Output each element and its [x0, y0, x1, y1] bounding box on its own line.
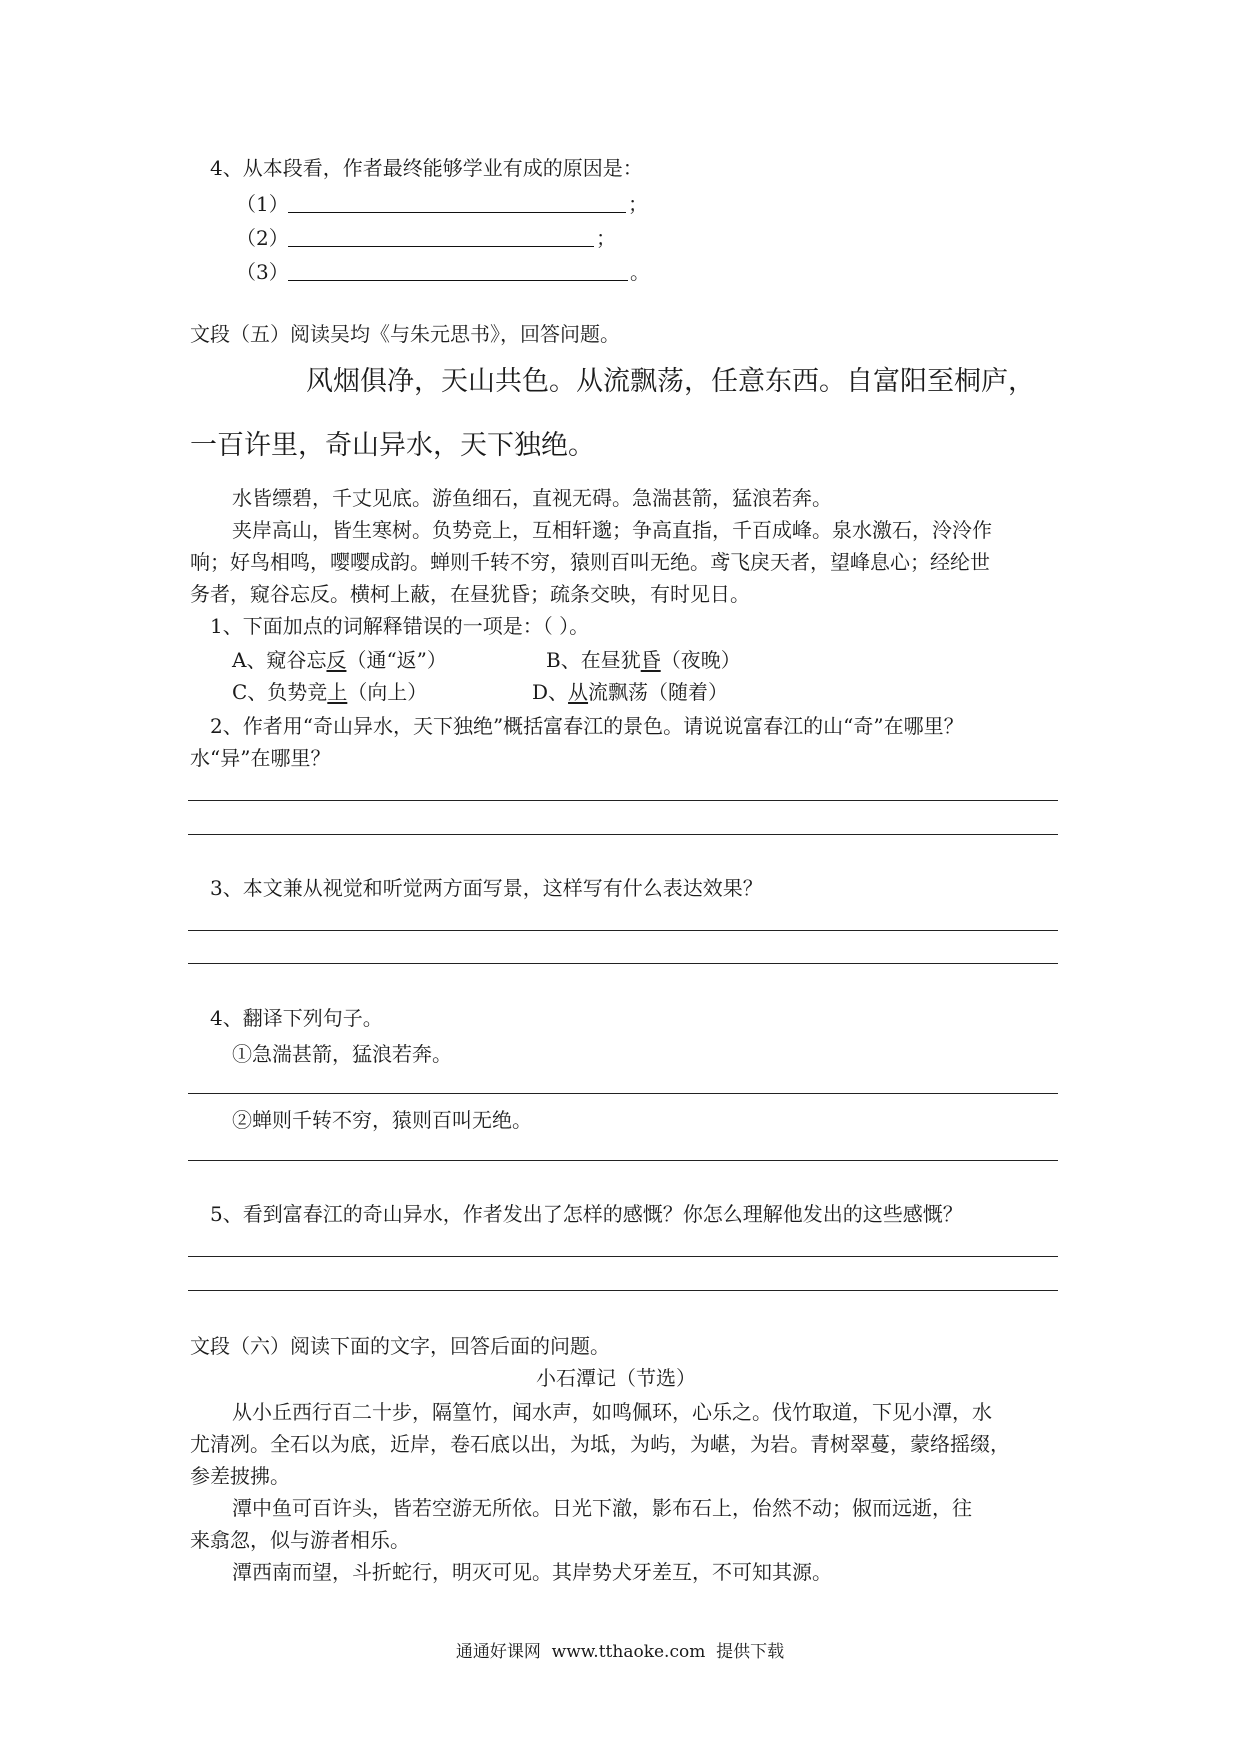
page-footer: 通通好课网 www.tthaoke.com 提供下载	[455, 1642, 785, 1662]
section6-para1-line3: 参差披拂。	[190, 1464, 290, 1488]
section6-para2-line1: 潭中鱼可百许头，皆若空游无所依。日光下澈，影布石上，佁然不动；俶而远逝，往	[232, 1496, 972, 1520]
option-c-prefix: C、负势竞	[232, 680, 328, 704]
section6-para2-line2: 来翕忽，似与游者相乐。	[190, 1528, 410, 1552]
answer-line-q4-2[interactable]	[188, 1160, 1058, 1161]
question-2-line1: 2、作者用“奇山异水，天下独绝”概括富春江的景色。请说说富春江的山“奇”在哪里？	[210, 714, 964, 738]
section6-para1-line1: 从小丘西行百二十步，隔篁竹，闻水声，如鸣佩环，心乐之。伐竹取道，下见小潭，水	[232, 1400, 992, 1424]
translate-sentence-1: ①急湍甚箭，猛浪若奔。	[232, 1042, 452, 1066]
section6-para1-line2: 尤清冽。全石以为底，近岸，卷石底以出，为坻，为屿，为嵁，为岩。青树翠蔓，蒙络摇缀，	[190, 1432, 1010, 1456]
section5-lead-line2: 一百许里，奇山异水，天下独绝。	[190, 430, 595, 461]
question-3: 3、本文兼从视觉和听觉两方面写景，这样写有什么表达效果？	[210, 876, 763, 900]
blank-3-end: 。	[630, 260, 650, 284]
answer-line-q3-1[interactable]	[188, 930, 1058, 931]
blank-2-label: （2）	[236, 226, 289, 250]
question-4-translate: 4、翻译下列句子。	[210, 1006, 383, 1030]
question-4-stem: 4、从本段看，作者最终能够学业有成的原因是：	[210, 156, 643, 180]
answer-blank-2[interactable]	[288, 246, 594, 247]
answer-line-q5-1[interactable]	[188, 1256, 1058, 1257]
option-a-prefix: A、窥谷忘	[232, 648, 327, 672]
answer-line-q2-1[interactable]	[188, 800, 1058, 801]
question-5: 5、看到富春江的奇山异水，作者发出了怎样的感慨？你怎么理解他发出的这些感慨？	[210, 1202, 963, 1226]
blank-1-label: （1）	[236, 192, 289, 216]
option-d[interactable]	[532, 678, 772, 706]
answer-line-q3-2[interactable]	[188, 963, 1058, 964]
option-b-prefix: B、在昼犹	[546, 648, 641, 672]
option-b-keyword: 昏	[640, 648, 661, 672]
answer-line-q2-2[interactable]	[188, 834, 1058, 835]
answer-line-q5-2[interactable]	[188, 1290, 1058, 1291]
answer-blank-1[interactable]	[288, 212, 626, 213]
option-c[interactable]	[232, 678, 472, 706]
section5-header: 文段（五）阅读吴均《与朱元思书》，回答问题。	[190, 322, 620, 346]
option-a-gloss: （通“返”）	[346, 648, 447, 672]
blank-2-end: ；	[596, 226, 616, 250]
option-b[interactable]	[546, 646, 786, 674]
question-1-stem: 1、下面加点的词解释错误的一项是：（ ）。	[210, 614, 590, 638]
section5-para1: 水皆缥碧，千丈见底。游鱼细石，直视无碍。急湍甚箭，猛浪若奔。	[232, 486, 832, 510]
blank-1-end: ；	[628, 192, 648, 216]
option-c-keyword: 上	[327, 680, 348, 704]
option-d-prefix: D、	[532, 680, 569, 704]
answer-line-q4-1[interactable]	[188, 1093, 1058, 1094]
translate-sentence-2: ②蝉则千转不穷，猿则百叫无绝。	[232, 1108, 532, 1132]
section5-para2-line1: 夹岸高山，皆生寒树。负势竞上，互相轩邈；争高直指，千百成峰。泉水激石，泠泠作	[232, 518, 992, 542]
option-b-gloss: （夜晚）	[660, 648, 741, 672]
section5-para2-line3: 务者，窥谷忘反。横柯上蔽，在昼犹昏；疏条交映，有时见日。	[190, 582, 750, 606]
option-a-keyword: 反	[326, 648, 347, 672]
section6-header: 文段（六）阅读下面的文字，回答后面的问题。	[190, 1334, 610, 1358]
section6-para3: 潭西南而望，斗折蛇行，明灭可见。其岸势犬牙差互，不可知其源。	[232, 1560, 832, 1584]
option-a[interactable]	[232, 646, 492, 674]
section6-title: 小石潭记（节选）	[536, 1366, 696, 1390]
option-d-gloss: 流飘荡（随着）	[588, 680, 729, 704]
question-2-line2: 水“异”在哪里？	[190, 746, 331, 770]
answer-blank-3[interactable]	[288, 280, 628, 281]
blank-3-label: （3）	[236, 260, 289, 284]
option-d-keyword: 从	[568, 680, 589, 704]
section5-para2-line2: 响；好鸟相鸣，嘤嘤成韵。蝉则千转不穷，猿则百叫无绝。鸢飞戾天者，望峰息心；经纶世	[190, 550, 990, 574]
section5-lead-line1: 风烟俱净，天山共色。从流飘荡，任意东西。自富阳至桐庐，	[306, 366, 1035, 397]
option-c-gloss: （向上）	[347, 680, 428, 704]
